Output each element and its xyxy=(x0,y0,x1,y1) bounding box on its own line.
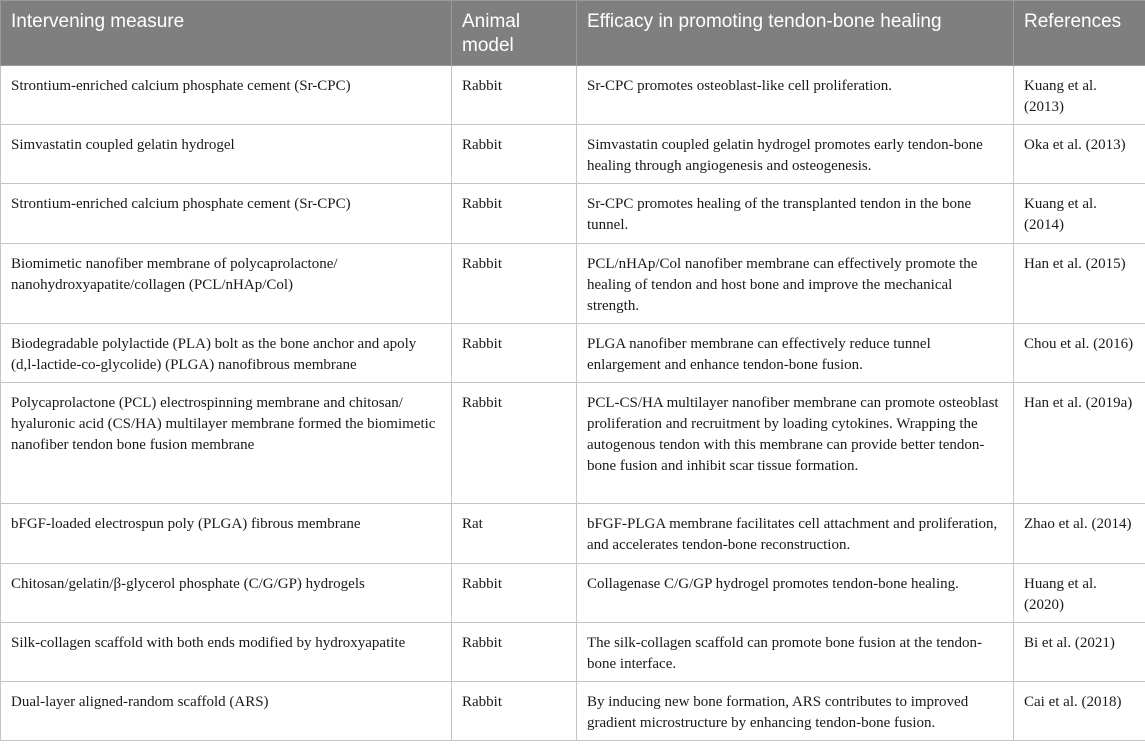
table-row xyxy=(1,324,1145,383)
cell-efficacy: Sr-CPC promotes healing of the transplanted tendon in the bone tunnel. xyxy=(577,184,1014,244)
header-intervening-measure: Intervening measure xyxy=(1,1,452,66)
cell-efficacy: Simvastatin coupled gelatin hydrogel promotes early tendon-bone healing through angiogenesis and osteogenesis. xyxy=(577,125,1014,184)
cell-animal-model: Rabbit xyxy=(452,682,577,741)
header-animal-model: Animal model xyxy=(452,1,577,66)
cell-reference: Han et al. (2019a) xyxy=(1014,383,1145,504)
table-row xyxy=(1,244,1145,324)
cell-reference: Kuang et al. (2013) xyxy=(1014,66,1145,125)
cell-efficacy: bFGF-PLGA membrane facilitates cell attachment and proliferation, and accelerates tendon-bone reconstruction. xyxy=(577,504,1014,564)
cell-efficacy: PCL/nHAp/Col nanofiber membrane can effectively promote the healing of tendon and host bone and improve the mechanical strength. xyxy=(577,244,1014,324)
header-efficacy: Efficacy in promoting tendon-bone healing xyxy=(577,1,1014,66)
table-row xyxy=(1,383,1145,504)
table-row xyxy=(1,623,1145,682)
table-header xyxy=(1,1,1145,66)
header-references: References xyxy=(1014,1,1145,66)
table-row xyxy=(1,564,1145,623)
cell-animal-model: Rabbit xyxy=(452,125,577,184)
cell-animal-model: Rat xyxy=(452,504,577,564)
cell-efficacy: PCL-CS/HA multilayer nanofiber membrane can promote osteoblast proliferation and recruitment by loading cytokines. Wrapping the autogenous tendon with this membrane can provide better tendon-bone fusion and inhibit scar tissue formation. xyxy=(577,383,1014,504)
cell-animal-model: Rabbit xyxy=(452,184,577,244)
cell-animal-model: Rabbit xyxy=(452,383,577,504)
table-row xyxy=(1,504,1145,564)
cell-reference: Kuang et al. (2014) xyxy=(1014,184,1145,244)
cell-measure: bFGF-loaded electrospun poly (PLGA) fibrous membrane xyxy=(1,504,452,564)
cell-measure: Chitosan/gelatin/β-glycerol phosphate (C/G/GP) hydrogels xyxy=(1,564,452,623)
cell-measure: Dual-layer aligned-random scaffold (ARS) xyxy=(1,682,452,741)
cell-measure: Silk-collagen scaffold with both ends modified by hydroxyapatite xyxy=(1,623,452,682)
cell-reference: Chou et al. (2016) xyxy=(1014,324,1145,383)
table-row xyxy=(1,682,1145,741)
cell-animal-model: Rabbit xyxy=(452,244,577,324)
cell-efficacy: Collagenase C/G/GP hydrogel promotes tendon-bone healing. xyxy=(577,564,1014,623)
cell-reference: Cai et al. (2018) xyxy=(1014,682,1145,741)
cell-animal-model: Rabbit xyxy=(452,623,577,682)
cell-measure: Strontium-enriched calcium phosphate cement (Sr-CPC) xyxy=(1,66,452,125)
cell-animal-model: Rabbit xyxy=(452,66,577,125)
cell-reference: Han et al. (2015) xyxy=(1014,244,1145,324)
cell-animal-model: Rabbit xyxy=(452,324,577,383)
cell-measure: Biodegradable polylactide (PLA) bolt as the bone anchor and apoly (d,l-lactide-co-glycolide) (PLGA) nanofibrous membrane xyxy=(1,324,452,383)
table-body xyxy=(1,66,1145,741)
cell-measure: Polycaprolactone (PCL) electrospinning membrane and chitosan/ hyaluronic acid (CS/HA) multilayer membrane formed the biomimetic nanofiber tendon bone fusion membrane xyxy=(1,383,452,504)
cell-reference: Huang et al. (2020) xyxy=(1014,564,1145,623)
cell-efficacy: Sr-CPC promotes osteoblast-like cell proliferation. xyxy=(577,66,1014,125)
table-row xyxy=(1,66,1145,125)
cell-reference: Zhao et al. (2014) xyxy=(1014,504,1145,564)
cell-efficacy: The silk-collagen scaffold can promote bone fusion at the tendon-bone interface. xyxy=(577,623,1014,682)
cell-reference: Bi et al. (2021) xyxy=(1014,623,1145,682)
cell-measure: Strontium-enriched calcium phosphate cement (Sr-CPC) xyxy=(1,184,452,244)
cell-animal-model: Rabbit xyxy=(452,564,577,623)
table-row xyxy=(1,125,1145,184)
table-row xyxy=(1,184,1145,244)
cell-measure: Biomimetic nanofiber membrane of polycaprolactone/ nanohydroxyapatite/collagen (PCL/nHAp/Col) xyxy=(1,244,452,324)
header-row xyxy=(1,1,1145,66)
cell-efficacy: By inducing new bone formation, ARS contributes to improved gradient microstructure by enhancing tendon-bone fusion. xyxy=(577,682,1014,741)
cell-measure: Simvastatin coupled gelatin hydrogel xyxy=(1,125,452,184)
cell-efficacy: PLGA nanofiber membrane can effectively reduce tunnel enlargement and enhance tendon-bone fusion. xyxy=(577,324,1014,383)
cell-reference: Oka et al. (2013) xyxy=(1014,125,1145,184)
